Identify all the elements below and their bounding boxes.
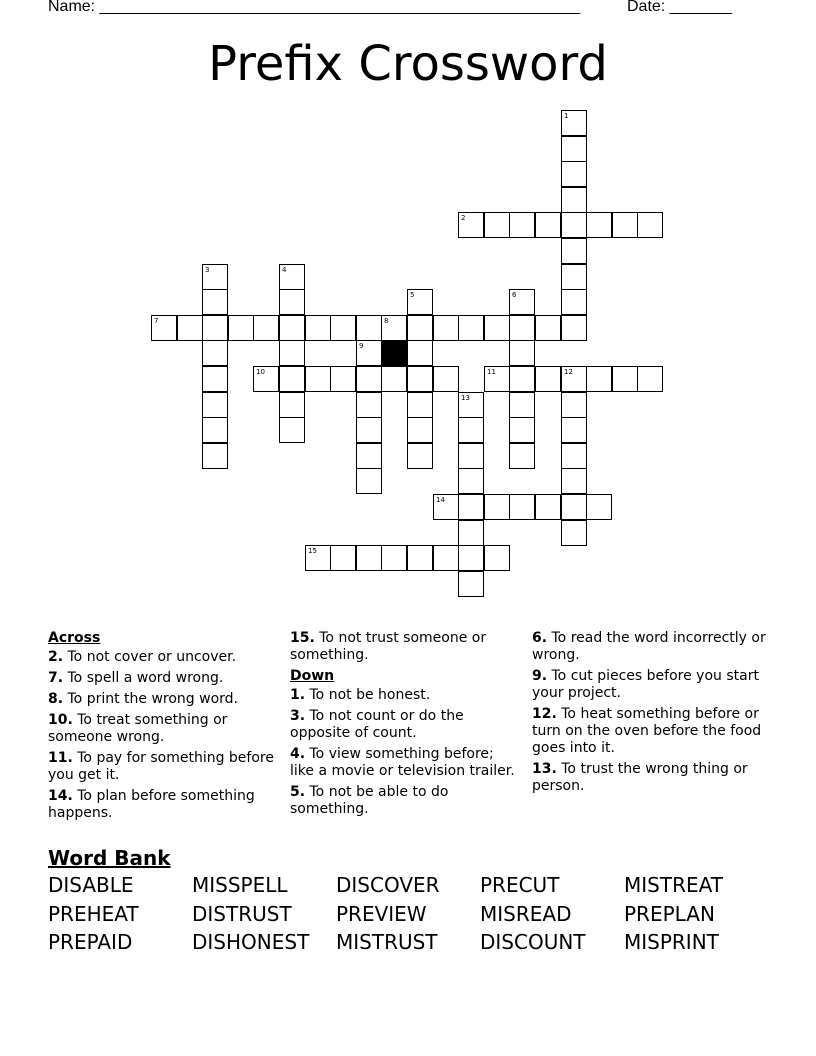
grid-cell[interactable] <box>561 417 587 443</box>
grid-cell[interactable] <box>356 545 382 571</box>
grid-cell[interactable] <box>407 417 433 443</box>
clue-item-number: 15. <box>290 630 315 646</box>
grid-cell[interactable] <box>433 366 459 392</box>
grid-cell[interactable] <box>484 494 510 520</box>
grid-cell[interactable] <box>484 315 510 341</box>
clue-item <box>532 706 768 757</box>
clue-item-text: To plan before something happens. <box>48 788 255 821</box>
grid-cell[interactable] <box>151 315 177 341</box>
clue-item <box>48 750 276 784</box>
clue-item-number: 6. <box>532 630 548 646</box>
clue-item <box>48 691 276 708</box>
grid-cell[interactable] <box>484 212 510 238</box>
clue-item <box>290 630 518 664</box>
grid-cell[interactable] <box>202 366 228 392</box>
clues-column-3 <box>532 630 768 799</box>
down-heading: Down <box>290 668 335 684</box>
clue-item-text: To treat something or someone wrong. <box>48 712 228 745</box>
word-bank-item: MISTREAT <box>624 873 723 897</box>
clue-item <box>290 784 518 818</box>
grid-cell[interactable] <box>202 264 228 290</box>
grid-cell[interactable] <box>202 392 228 418</box>
clue-item-text: To trust the wrong thing or person. <box>532 761 748 794</box>
clue-item-text: To not be able to do something. <box>290 784 449 817</box>
clue-item-number: 11. <box>48 750 73 766</box>
grid-cell[interactable] <box>561 264 587 290</box>
grid-cell[interactable] <box>458 545 484 571</box>
grid-cell[interactable] <box>637 212 663 238</box>
grid-cell[interactable] <box>561 468 587 494</box>
grid-cell[interactable] <box>561 289 587 315</box>
grid-cell[interactable] <box>509 315 535 341</box>
grid-cell[interactable] <box>561 212 587 238</box>
word-bank-item: PREPAID <box>48 930 133 954</box>
clue-item <box>48 670 276 687</box>
clue-number: 7 <box>154 317 159 325</box>
grid-cell[interactable] <box>202 417 228 443</box>
clue-item-number: 1. <box>290 687 306 703</box>
clue-item-number: 5. <box>290 784 306 800</box>
clue-item-text: To read the word incorrectly or wrong. <box>532 630 766 663</box>
clue-item-text: To view something before; like a movie or television trailer. <box>290 746 515 779</box>
clue-item-text: To not count or do the opposite of count. <box>290 708 464 741</box>
grid-cell[interactable] <box>356 417 382 443</box>
grid-cell[interactable] <box>330 315 356 341</box>
grid-cell[interactable] <box>407 392 433 418</box>
grid-cell[interactable] <box>586 494 612 520</box>
word-bank-item: MISTRUST <box>336 930 438 954</box>
clue-item <box>290 687 518 704</box>
grid-cell[interactable] <box>330 366 356 392</box>
clue-item <box>532 668 768 702</box>
clues-column-1 <box>48 630 276 826</box>
grid-cell[interactable] <box>356 468 382 494</box>
clue-number: 1 <box>564 112 569 120</box>
grid-cell[interactable] <box>202 340 228 366</box>
grid-cell[interactable] <box>202 315 228 341</box>
grid-cell[interactable] <box>356 315 382 341</box>
clue-item-number: 12. <box>532 706 557 722</box>
name-field-label[interactable]: Name: ______________________________________________________ <box>48 0 581 15</box>
grid-cell[interactable] <box>407 443 433 469</box>
clue-number: 3 <box>205 266 210 274</box>
grid-cell[interactable] <box>356 443 382 469</box>
clue-item-number: 8. <box>48 691 64 707</box>
clue-number: 15 <box>308 547 317 555</box>
grid-cell[interactable] <box>356 340 382 366</box>
clue-item <box>532 630 768 664</box>
clue-item <box>290 708 518 742</box>
clues-column-2 <box>290 630 518 822</box>
clue-item-number: 9. <box>532 668 548 684</box>
page-title: Prefix Crossword <box>208 36 608 92</box>
clue-item-text: To not be honest. <box>305 687 431 703</box>
word-bank-item: MISREAD <box>480 901 572 926</box>
grid-cell[interactable] <box>279 289 305 315</box>
grid-cell[interactable] <box>561 136 587 162</box>
word-bank-item: PREVIEW <box>336 901 427 926</box>
word-bank-item: DISTRUST <box>192 901 292 926</box>
word-bank-item: PREPLAN <box>624 901 715 926</box>
grid-cell[interactable] <box>561 392 587 418</box>
grid-cell[interactable] <box>509 392 535 418</box>
clue-item <box>48 649 276 666</box>
grid-cell[interactable] <box>458 571 484 597</box>
grid-cell[interactable] <box>356 392 382 418</box>
grid-cell[interactable] <box>279 392 305 418</box>
grid-cell[interactable] <box>561 315 587 341</box>
clue-item-text: To not cover or uncover. <box>63 649 237 665</box>
word-bank-item: DISABLE <box>48 873 134 897</box>
grid-cell[interactable] <box>561 187 587 213</box>
grid-cell[interactable] <box>561 443 587 469</box>
clue-item <box>48 712 276 746</box>
word-bank-item: PREHEAT <box>48 901 139 926</box>
grid-cell[interactable] <box>253 315 279 341</box>
grid-cell[interactable] <box>561 520 587 546</box>
grid-cell[interactable] <box>509 366 535 392</box>
grid-cell[interactable] <box>458 212 484 238</box>
grid-cell[interactable] <box>458 392 484 418</box>
clue-number: 4 <box>282 266 287 274</box>
grid-cell[interactable] <box>177 315 203 341</box>
grid-cell[interactable] <box>356 366 382 392</box>
clue-item <box>532 761 768 795</box>
date-field-label[interactable]: Date: _______ <box>627 0 732 15</box>
grid-cell[interactable] <box>509 494 535 520</box>
grid-cell[interactable] <box>279 315 305 341</box>
grid-cell[interactable] <box>586 212 612 238</box>
grid-cell[interactable] <box>509 443 535 469</box>
grid-cell[interactable] <box>561 161 587 187</box>
grid-cell[interactable] <box>228 315 254 341</box>
word-bank-item: MISSPELL <box>192 873 288 897</box>
grid-cell[interactable] <box>561 238 587 264</box>
grid-cell[interactable] <box>305 366 331 392</box>
grid-cell[interactable] <box>458 443 484 469</box>
clue-number: 12 <box>564 368 573 376</box>
grid-cell[interactable] <box>509 212 535 238</box>
grid-cell[interactable] <box>535 366 561 392</box>
clue-number: 11 <box>487 368 496 376</box>
grid-cell[interactable] <box>253 366 279 392</box>
across-heading: Across <box>48 630 101 646</box>
grid-cell[interactable] <box>433 545 459 571</box>
clue-item-text: To heat something before or turn on the oven before the food goes into it. <box>532 706 762 756</box>
grid-cell[interactable] <box>458 315 484 341</box>
grid-cell[interactable] <box>279 340 305 366</box>
word-bank-title: Word Bank <box>48 846 171 870</box>
word-bank-item: PRECUT <box>480 873 560 897</box>
grid-cell[interactable] <box>407 289 433 315</box>
word-bank-item: MISPRINT <box>624 930 719 954</box>
grid-cell[interactable] <box>509 289 535 315</box>
grid-cell[interactable] <box>305 315 331 341</box>
grid-cell[interactable] <box>535 494 561 520</box>
clue-item-number: 3. <box>290 708 306 724</box>
grid-cell[interactable] <box>509 340 535 366</box>
grid-cell[interactable] <box>561 366 587 392</box>
grid-cell[interactable] <box>535 315 561 341</box>
grid-cell[interactable] <box>509 417 535 443</box>
grid-cell[interactable] <box>612 212 638 238</box>
clue-number: 5 <box>410 291 415 299</box>
clue-number: 6 <box>512 291 517 299</box>
clue-number: 13 <box>461 394 470 402</box>
grid-cell[interactable] <box>407 366 433 392</box>
grid-cell[interactable] <box>458 417 484 443</box>
grid-cell[interactable] <box>484 545 510 571</box>
grid-cell[interactable] <box>279 264 305 290</box>
clue-item-number: 13. <box>532 761 557 777</box>
grid-cell[interactable] <box>279 417 305 443</box>
grid-cell[interactable] <box>433 315 459 341</box>
grid-cell[interactable] <box>458 468 484 494</box>
grid-cell[interactable] <box>407 315 433 341</box>
clue-number: 14 <box>436 496 445 504</box>
clue-item-number: 10. <box>48 712 73 728</box>
clue-item-text: To print the wrong word. <box>63 691 239 707</box>
grid-cell[interactable] <box>586 366 612 392</box>
clue-item <box>290 746 518 780</box>
clue-item-text: To spell a word wrong. <box>63 670 224 686</box>
clue-item-number: 7. <box>48 670 64 686</box>
clue-item-number: 4. <box>290 746 306 762</box>
grid-cell[interactable] <box>561 494 587 520</box>
clue-item-text: To cut pieces before you start your project. <box>532 668 759 701</box>
clue-item <box>48 788 276 822</box>
clue-item-text: To not trust someone or something. <box>290 630 487 663</box>
grid-cell[interactable] <box>612 366 638 392</box>
grid-cell[interactable] <box>637 366 663 392</box>
grid-cell[interactable] <box>561 110 587 136</box>
clue-item-number: 2. <box>48 649 64 665</box>
grid-cell[interactable] <box>202 443 228 469</box>
grid-cell[interactable] <box>381 366 407 392</box>
clue-number: 8 <box>384 317 389 325</box>
grid-cell[interactable] <box>535 212 561 238</box>
grid-cell[interactable] <box>407 340 433 366</box>
grid-cell[interactable] <box>202 289 228 315</box>
grid-cell[interactable] <box>433 494 459 520</box>
grid-cell[interactable] <box>305 545 331 571</box>
word-bank-item: DISCOVER <box>336 873 440 897</box>
grid-cell[interactable] <box>458 520 484 546</box>
grid-cell[interactable] <box>330 545 356 571</box>
grid-cell[interactable] <box>484 366 510 392</box>
clue-number: 2 <box>461 214 466 222</box>
word-bank-item: DISHONEST <box>192 930 310 954</box>
word-bank-item: DISCOUNT <box>480 930 586 954</box>
clue-item-text: To pay for something before you get it. <box>48 750 274 783</box>
grid-cell[interactable] <box>407 545 433 571</box>
clue-number: 9 <box>359 342 364 350</box>
grid-cell[interactable] <box>381 315 407 341</box>
grid-cell[interactable] <box>381 545 407 571</box>
grid-block <box>381 340 407 366</box>
clue-item-number: 14. <box>48 788 73 804</box>
clue-number: 10 <box>256 368 265 376</box>
grid-cell[interactable] <box>279 366 305 392</box>
grid-cell[interactable] <box>458 494 484 520</box>
